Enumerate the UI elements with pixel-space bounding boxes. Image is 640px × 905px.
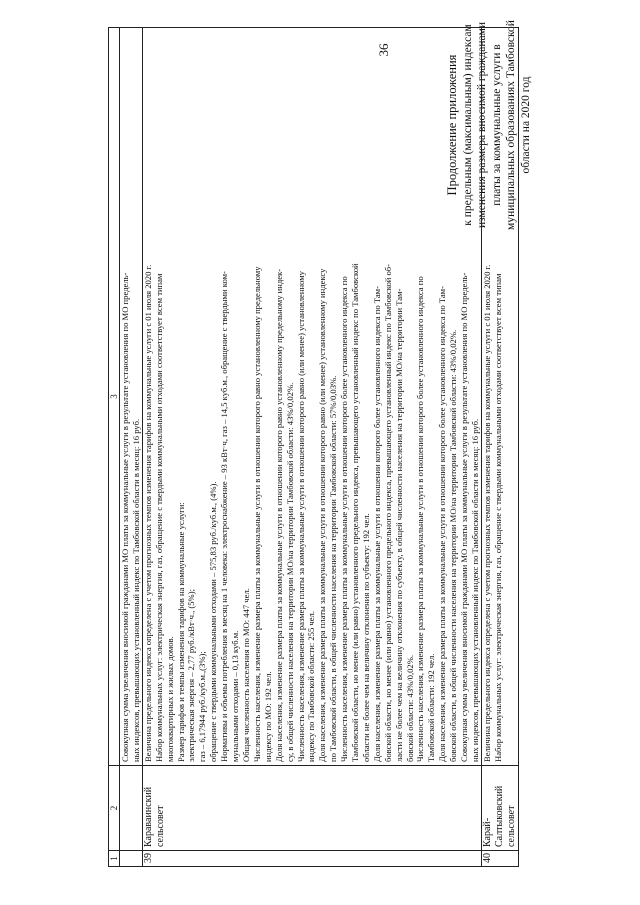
text-line: электрическая энергия – 2,77 руб./кВт·ч., (5%); <box>186 589 197 762</box>
page-number: 36 <box>376 43 391 57</box>
column-header-2: 2 <box>109 766 120 851</box>
text-line: Совокупная сумма увеличения вносимой гражданами МО платы за коммунальные услуги в результате установления по МО предель- <box>459 272 470 762</box>
text-line: Доля населения, изменение размера платы за коммунальные услуги в отношении которого равно (или менее) установленному индексу <box>317 268 328 762</box>
text-line: области не более чем на величину отклонения по субъекту: 192 чел. <box>360 513 371 762</box>
table-row-continuation <box>120 28 143 867</box>
row-description <box>481 28 518 766</box>
text-line: газ – 6,17944 руб./куб.м.,(3%); <box>197 651 208 762</box>
text-line: индексу по Тамбовской области: 255 чел. <box>306 611 317 762</box>
header-line: изменения размера вносимой гражданами <box>476 21 488 229</box>
text-line: Тамбовской области, но менее (или равно) установленного предельного индекса, превышающего установленный индекс по Тамбовской <box>350 263 361 762</box>
text-line: Совокупная сумма увеличения вносимой гражданами МО платы за коммунальные услуги в результате установления по МО предель- <box>120 272 130 762</box>
table-row <box>142 28 481 867</box>
text-line: бовской области, в общей численности населения на территории МО/на территории Тамбовской области: 43%/0,02%. <box>448 329 459 762</box>
text-line: бовской области, но менее (или равно) установленного предельного индекса, превышающего установленный индекс по Тамбовской об- <box>382 263 393 762</box>
text-line: Набор коммунальных услуг: электрическая энергия, газ, обращение с твердыми коммунальными отходами соответствует всем типам <box>153 273 164 762</box>
index-table <box>108 27 519 867</box>
header-line: муниципальных образованиях Тамбовской <box>505 20 517 230</box>
text-line: Величина предельного индекса определена с учетом прогнозных темпов изменения тарифов на коммунальные услуги с 01 июля 2020 г. <box>481 264 492 762</box>
column-header-1: 1 <box>109 851 120 867</box>
text-line: Набор коммунальных услуг: электрическая энергия, газ, обращение с твердыми коммунальными отходами соответствует всем типам <box>492 273 503 762</box>
text-line: многоквартирных и жилых домов. <box>164 636 175 762</box>
text-line: ных индексов, превышающих установленный индекс по Тамбовской области в месяц: 16 руб. <box>470 418 480 762</box>
text-line: Численность населения, изменение размера платы за коммунальные услуги в отношении которого более установленного индекса по <box>339 276 350 762</box>
text-line: ласти не более чем на величину отклонения по субъекту, в общей численности населения на территории МО/на территории Там- <box>393 288 404 762</box>
text-line: обращение с твердыми коммунальными отходами – 575,83 руб./куб.м., (4%). <box>208 481 219 762</box>
text-line: Размер тарифов и темпы изменения тарифов на коммунальные услуги: <box>175 502 186 762</box>
header-line: Продолжение приложения <box>445 54 459 196</box>
header-line: к предельным (максимальным) индексам <box>461 24 474 226</box>
text-line: Тамбовской области: 192 чел. <box>426 653 437 762</box>
text-line: Доля населения, изменение размера платы за коммунальные услуги в отношении которого равно установленному предельному индек- <box>273 268 284 762</box>
table-row <box>481 28 518 867</box>
text-line: мунальными отходами – 0,13 куб.м. <box>230 630 241 762</box>
row-number: 39 <box>142 851 481 867</box>
text-line: Численность населения, изменение размера платы за коммунальные услуги в отношении которого равно установленному предельному <box>251 266 262 762</box>
text-line: Численность населения, изменение размера платы за коммунальные услуги в отношении которого более установленного индекса по <box>415 276 426 762</box>
table-header-row <box>109 28 120 867</box>
header-line: области на 2020 год <box>519 76 532 174</box>
continuation-text <box>120 28 143 766</box>
row-description <box>142 28 481 766</box>
text-line: Доля населения, изменение размера платы за коммунальные услуги в отношении которого более установленного индекса по Там- <box>371 286 382 762</box>
municipality-name: Караваинский сельсовет <box>142 766 481 851</box>
text-line: по Тамбовской области, в общей численности населения на территории Тамбовской области: 57%/0,03%. <box>328 375 339 762</box>
text-line: Нормативы и объемы потребления в месяц на 1 человека: электроснабжение – 93 кВт·ч, газ – 14,5 куб.м., обращение с твердыми ком- <box>219 271 230 762</box>
text-line: Численность населения, изменение размера платы за коммунальные услуги в отношении которого равно (или менее) установленному <box>295 271 306 762</box>
text-line: су, в общей численности населения на территории МО/на территории Тамбовской области: 43%/0,02%. <box>284 382 295 762</box>
text-line: ных индексов, превышающих установленный индекс по Тамбовской области в месяц: 16 руб. <box>130 418 141 762</box>
column-header-3: 3 <box>109 28 120 766</box>
row-number: 40 <box>481 851 518 867</box>
header-line: платы за коммунальные услуги в <box>490 44 503 206</box>
text-line: Общая численность населения по МО: 447 чел. <box>240 588 251 762</box>
municipality-name: Карай-Салтыковский сельсовет <box>481 766 518 851</box>
text-line: бовской области: 43%/0,02%. <box>404 654 415 762</box>
text-line: Величина предельного индекса определена с учетом прогнозных темпов изменения тарифов на коммунальные услуги с 01 июля 2020 г. <box>142 264 153 762</box>
text-line: Доля населения, изменение размера платы за коммунальные услуги в отношении которого более установленного индекса по Там- <box>437 286 448 762</box>
text-line: индексу по МО: 192 чел. <box>262 671 273 762</box>
